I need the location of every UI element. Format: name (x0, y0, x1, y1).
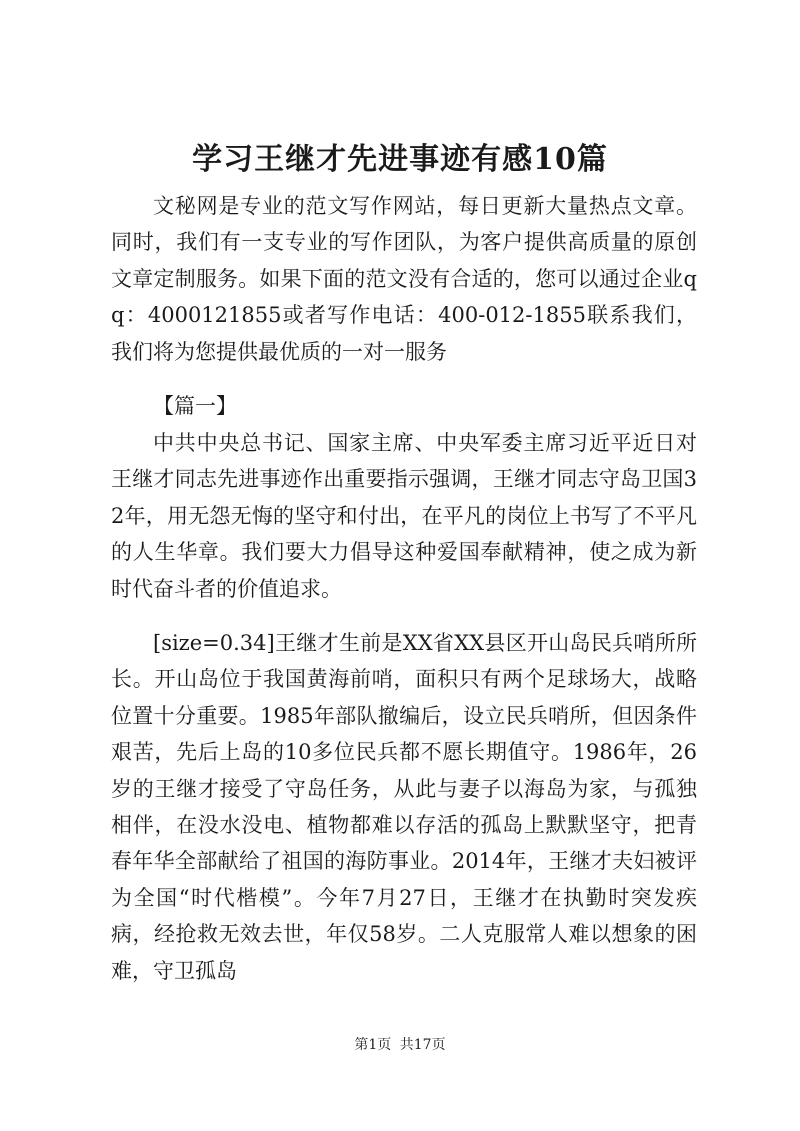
intro-paragraph: 文秘网是专业的范文写作网站，每日更新大量热点文章。同时，我们有一支专业的写作团队，为客户提供高质量的原创文章定制服务。如果下面的范文没有合适的，您可以通过企业qq：4000121855或者写作电话：400-012-1855联系我们，我们将为您提供最优质的一对一服务 (111, 194, 697, 364)
body-paragraph-2: [size=0.34]王继才生前是XX省XX县区开山岛民兵哨所所长。开山岛位于我国黄海前哨，面积只有两个足球场大，战略位置十分重要。1985年部队撤编后，设立民兵哨所，但因条件艰苦，先后上岛的10多位民兵都不愿长期值守。1986年，26岁的王继才接受了守岛任务，从此与妻子以海岛为家，与孤独相伴，在没水没电、植物都难以存活的孤岛上默默坚守，把青春年华全部献给了祖国的海防事业。2014年，王继才夫妇被评为全国“时代楷模”。今年7月27日，王继才在执勤时突发疾病，经抢救无效去世，年仅58岁。二人克服常人难以想象的困难，守卫孤岛 (111, 631, 697, 983)
page-total: 共17页 (399, 1037, 446, 1053)
page-number: 第1页 (354, 1037, 392, 1053)
document-title: 学习王继才先进事迹有感10篇 (192, 142, 608, 177)
page-footer (0, 1035, 800, 1055)
body-paragraph-1: 中共中央总书记、国家主席、中央军委主席习近平近日对王继才同志先进事迹作出重要指示强调，王继才同志守岛卫国32年，用无怨无悔的坚守和付出，在平凡的岗位上书写了不平凡的人生华章。我们要大力倡导这种爱国奉献精神，使之成为新时代奋斗者的价值追求。 (111, 431, 697, 601)
section-heading: 【篇一】 (153, 394, 237, 418)
